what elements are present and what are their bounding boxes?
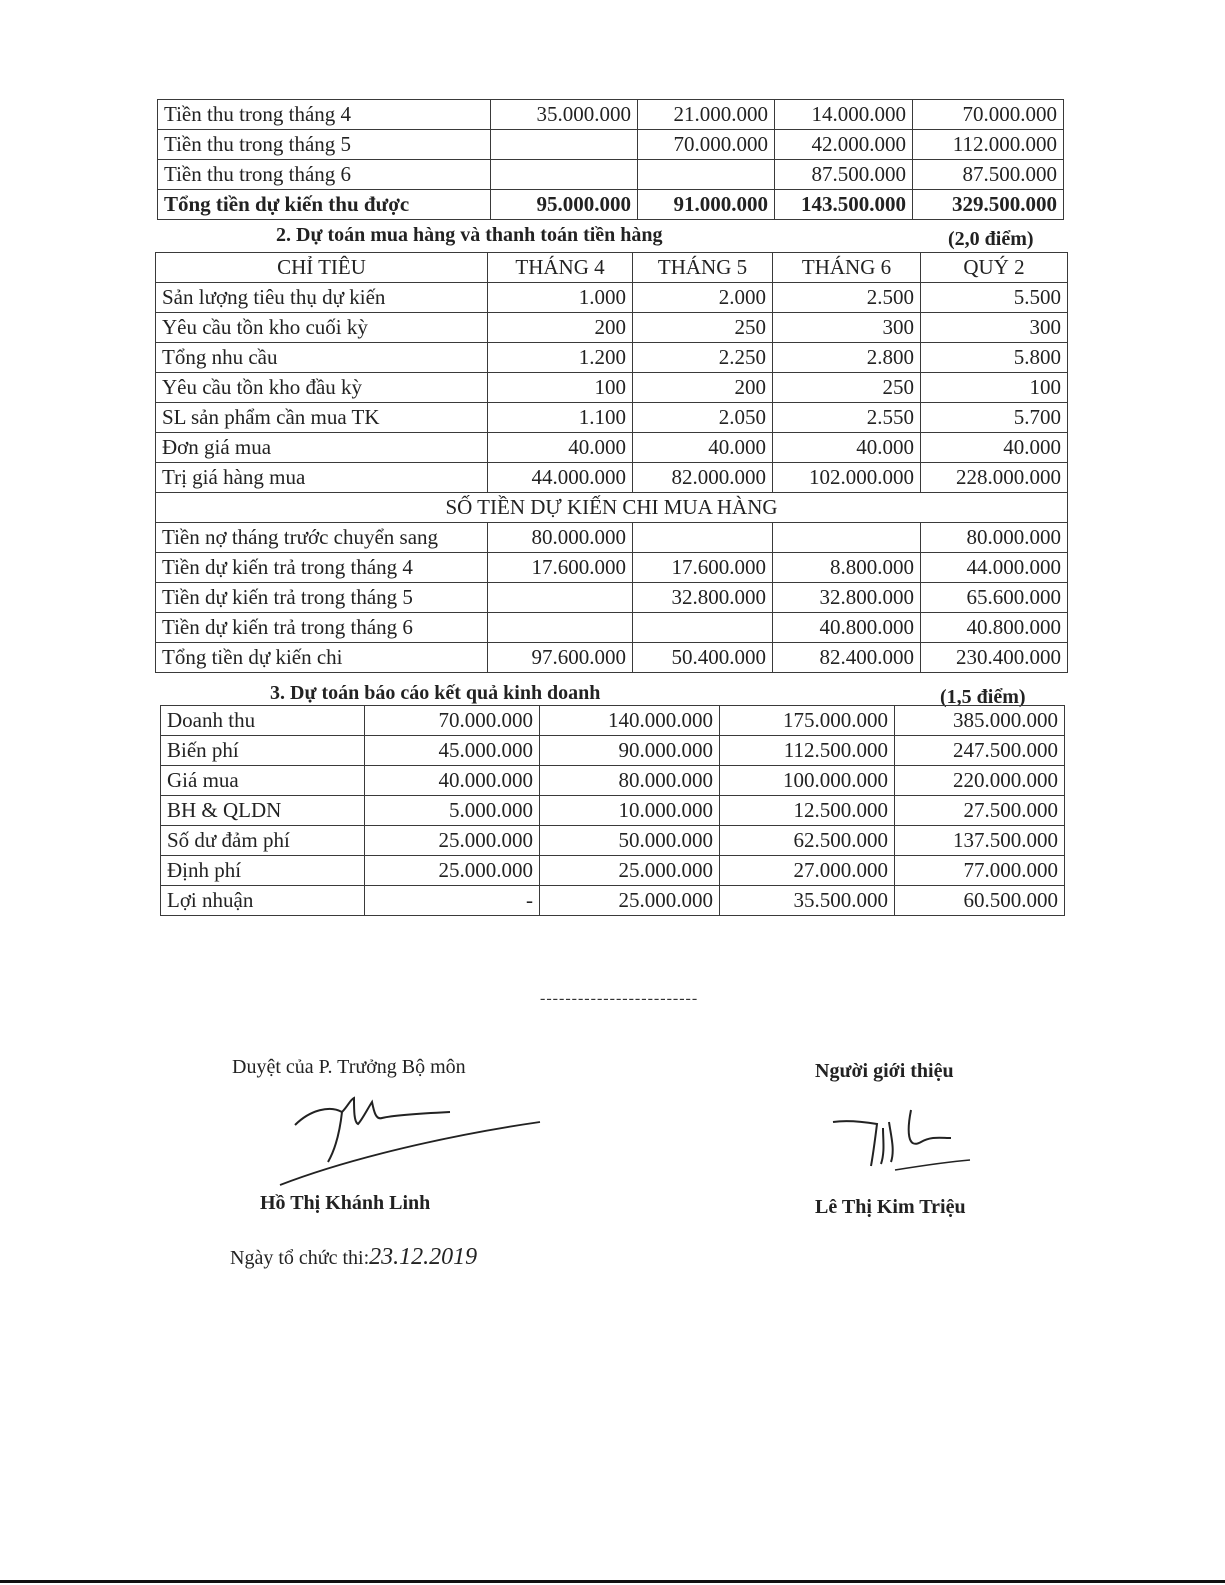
row-label: Biến phí (161, 736, 365, 766)
value-cell: 80.000.000 (921, 523, 1068, 553)
right-signer-name: Lê Thị Kim Triệu (815, 1196, 966, 1218)
value-cell: 2.050 (633, 403, 773, 433)
value-cell: 62.500.000 (720, 826, 895, 856)
value-cell: 91.000.000 (638, 190, 775, 220)
income-row (161, 706, 1065, 736)
value-cell: 100 (921, 373, 1068, 403)
row-label: Tổng tiền dự kiến chi (156, 643, 488, 673)
value-cell: 10.000.000 (540, 796, 720, 826)
value-cell: 40.800.000 (921, 613, 1068, 643)
right-signature (825, 1100, 995, 1180)
value-cell: 112.000.000 (913, 130, 1064, 160)
section-2-points: (2,0 điểm) (948, 228, 1034, 250)
header-cell: THÁNG 6 (773, 253, 921, 283)
row-label: Trị giá hàng mua (156, 463, 488, 493)
left-signer-role: Duyệt của P. Trưởng Bộ môn (232, 1056, 466, 1078)
value-cell: 27.500.000 (895, 796, 1065, 826)
value-cell: 40.000 (633, 433, 773, 463)
row-label: Tiền nợ tháng trước chuyển sang (156, 523, 488, 553)
value-cell: 102.000.000 (773, 463, 921, 493)
receipts-table (157, 99, 1064, 220)
row-label: Tổng nhu cầu (156, 343, 488, 373)
value-cell: 40.000 (488, 433, 633, 463)
value-cell: 17.600.000 (633, 553, 773, 583)
value-cell: 25.000.000 (540, 856, 720, 886)
row-label: Sản lượng tiêu thụ dự kiến (156, 283, 488, 313)
receipts-row (158, 190, 1064, 220)
value-cell (633, 523, 773, 553)
payment-row (156, 613, 1068, 643)
value-cell: 300 (921, 313, 1068, 343)
exam-date-line (230, 1244, 477, 1271)
purchase-table (155, 252, 1068, 673)
end-divider: ------------------------- (540, 990, 699, 1007)
value-cell: 80.000.000 (540, 766, 720, 796)
value-cell: 25.000.000 (540, 886, 720, 916)
purchase-row (156, 433, 1068, 463)
value-cell: 50.000.000 (540, 826, 720, 856)
value-cell: 385.000.000 (895, 706, 1065, 736)
value-cell: 112.500.000 (720, 736, 895, 766)
value-cell: 5.500 (921, 283, 1068, 313)
value-cell: 87.500.000 (913, 160, 1064, 190)
row-label: Tiền dự kiến trả trong tháng 6 (156, 613, 488, 643)
value-cell: 70.000.000 (638, 130, 775, 160)
value-cell: 5.700 (921, 403, 1068, 433)
value-cell: 5.800 (921, 343, 1068, 373)
value-cell: 2.500 (773, 283, 921, 313)
value-cell: 40.000.000 (365, 766, 540, 796)
left-signer-name: Hồ Thị Khánh Linh (260, 1192, 431, 1214)
purchase-row (156, 343, 1068, 373)
row-label: Tiền dự kiến trả trong tháng 5 (156, 583, 488, 613)
value-cell: 17.600.000 (488, 553, 633, 583)
row-label: Yêu cầu tồn kho cuối kỳ (156, 313, 488, 343)
value-cell: 42.000.000 (775, 130, 913, 160)
payment-row (156, 523, 1068, 553)
row-label: Tiền thu trong tháng 6 (158, 160, 491, 190)
value-cell: 12.500.000 (720, 796, 895, 826)
value-cell: 87.500.000 (775, 160, 913, 190)
value-cell: 40.800.000 (773, 613, 921, 643)
value-cell: 82.400.000 (773, 643, 921, 673)
purchase-row (156, 403, 1068, 433)
value-cell: 2.800 (773, 343, 921, 373)
value-cell: 50.400.000 (633, 643, 773, 673)
value-cell: 2.550 (773, 403, 921, 433)
header-cell: THÁNG 4 (488, 253, 633, 283)
value-cell: 35.000.000 (491, 100, 638, 130)
income-row (161, 736, 1065, 766)
row-label: Yêu cầu tồn kho đầu kỳ (156, 373, 488, 403)
value-cell: 228.000.000 (921, 463, 1068, 493)
value-cell: 90.000.000 (540, 736, 720, 766)
value-cell: 8.800.000 (773, 553, 921, 583)
value-cell (491, 130, 638, 160)
right-signer-role: Người giới thiệu (815, 1060, 954, 1082)
value-cell: 1.100 (488, 403, 633, 433)
value-cell: 32.800.000 (633, 583, 773, 613)
section-2-title: 2. Dự toán mua hàng và thanh toán tiền hàng (276, 224, 663, 246)
value-cell: 44.000.000 (488, 463, 633, 493)
value-cell: 40.000 (773, 433, 921, 463)
value-cell: 70.000.000 (913, 100, 1064, 130)
row-label: Doanh thu (161, 706, 365, 736)
value-cell: 100 (488, 373, 633, 403)
value-cell: 80.000.000 (488, 523, 633, 553)
value-cell: 140.000.000 (540, 706, 720, 736)
row-label: Tổng tiền dự kiến thu được (158, 190, 491, 220)
value-cell: 35.500.000 (720, 886, 895, 916)
value-cell: 70.000.000 (365, 706, 540, 736)
section-3-points: (1,5 điểm) (940, 686, 1026, 708)
value-cell: 44.000.000 (921, 553, 1068, 583)
value-cell: 65.600.000 (921, 583, 1068, 613)
income-row (161, 856, 1065, 886)
income-row (161, 796, 1065, 826)
row-label: SL sản phẩm cần mua TK (156, 403, 488, 433)
value-cell: 230.400.000 (921, 643, 1068, 673)
value-cell: 250 (773, 373, 921, 403)
value-cell: 100.000.000 (720, 766, 895, 796)
value-cell: 247.500.000 (895, 736, 1065, 766)
row-label: Đơn giá mua (156, 433, 488, 463)
value-cell: 250 (633, 313, 773, 343)
header-cell: QUÝ 2 (921, 253, 1068, 283)
value-cell: 5.000.000 (365, 796, 540, 826)
exam-date-value: 23.12.2019 (369, 1244, 478, 1270)
value-cell: 25.000.000 (365, 826, 540, 856)
row-label: Số dư đảm phí (161, 826, 365, 856)
income-row (161, 766, 1065, 796)
row-label: Giá mua (161, 766, 365, 796)
purchase-row (156, 463, 1068, 493)
receipts-row (158, 130, 1064, 160)
value-cell (638, 160, 775, 190)
row-label: Tiền dự kiến trả trong tháng 4 (156, 553, 488, 583)
payment-subheader-row (156, 493, 1068, 523)
value-cell: 95.000.000 (491, 190, 638, 220)
value-cell: 175.000.000 (720, 706, 895, 736)
row-label: Định phí (161, 856, 365, 886)
value-cell: 1.200 (488, 343, 633, 373)
bottom-scan-edge (0, 1580, 1225, 1583)
value-cell: 25.000.000 (365, 856, 540, 886)
receipts-row (158, 100, 1064, 130)
value-cell: 60.500.000 (895, 886, 1065, 916)
row-label: Tiền thu trong tháng 4 (158, 100, 491, 130)
purchase-row (156, 373, 1068, 403)
value-cell: 200 (633, 373, 773, 403)
row-label: Tiền thu trong tháng 5 (158, 130, 491, 160)
value-cell: 137.500.000 (895, 826, 1065, 856)
payment-subheader: SỐ TIỀN DỰ KIẾN CHI MUA HÀNG (156, 493, 1068, 523)
value-cell: 82.000.000 (633, 463, 773, 493)
value-cell: 220.000.000 (895, 766, 1065, 796)
payment-row (156, 643, 1068, 673)
value-cell: 2.000 (633, 283, 773, 313)
income-table (160, 705, 1065, 916)
value-cell: 21.000.000 (638, 100, 775, 130)
value-cell (488, 613, 633, 643)
row-label: BH & QLDN (161, 796, 365, 826)
value-cell: 45.000.000 (365, 736, 540, 766)
value-cell: 27.000.000 (720, 856, 895, 886)
value-cell (773, 523, 921, 553)
value-cell: 40.000 (921, 433, 1068, 463)
income-row (161, 886, 1065, 916)
row-label: Lợi nhuận (161, 886, 365, 916)
value-cell (491, 160, 638, 190)
header-cell: CHỈ TIÊU (156, 253, 488, 283)
value-cell: - (365, 886, 540, 916)
value-cell: 32.800.000 (773, 583, 921, 613)
value-cell (633, 613, 773, 643)
value-cell: 97.600.000 (488, 643, 633, 673)
exam-date-label: Ngày tổ chức thi: (230, 1247, 370, 1269)
purchase-row (156, 283, 1068, 313)
purchase-header-row (156, 253, 1068, 283)
value-cell: 1.000 (488, 283, 633, 313)
value-cell: 300 (773, 313, 921, 343)
left-signature (270, 1080, 570, 1190)
receipts-row (158, 160, 1064, 190)
value-cell: 143.500.000 (775, 190, 913, 220)
purchase-row (156, 313, 1068, 343)
value-cell (488, 583, 633, 613)
header-cell: THÁNG 5 (633, 253, 773, 283)
value-cell: 200 (488, 313, 633, 343)
value-cell: 14.000.000 (775, 100, 913, 130)
section-3-title: 3. Dự toán báo cáo kết quả kinh doanh (270, 682, 601, 704)
value-cell: 329.500.000 (913, 190, 1064, 220)
value-cell: 77.000.000 (895, 856, 1065, 886)
income-row (161, 826, 1065, 856)
payment-row (156, 553, 1068, 583)
value-cell: 2.250 (633, 343, 773, 373)
payment-row (156, 583, 1068, 613)
